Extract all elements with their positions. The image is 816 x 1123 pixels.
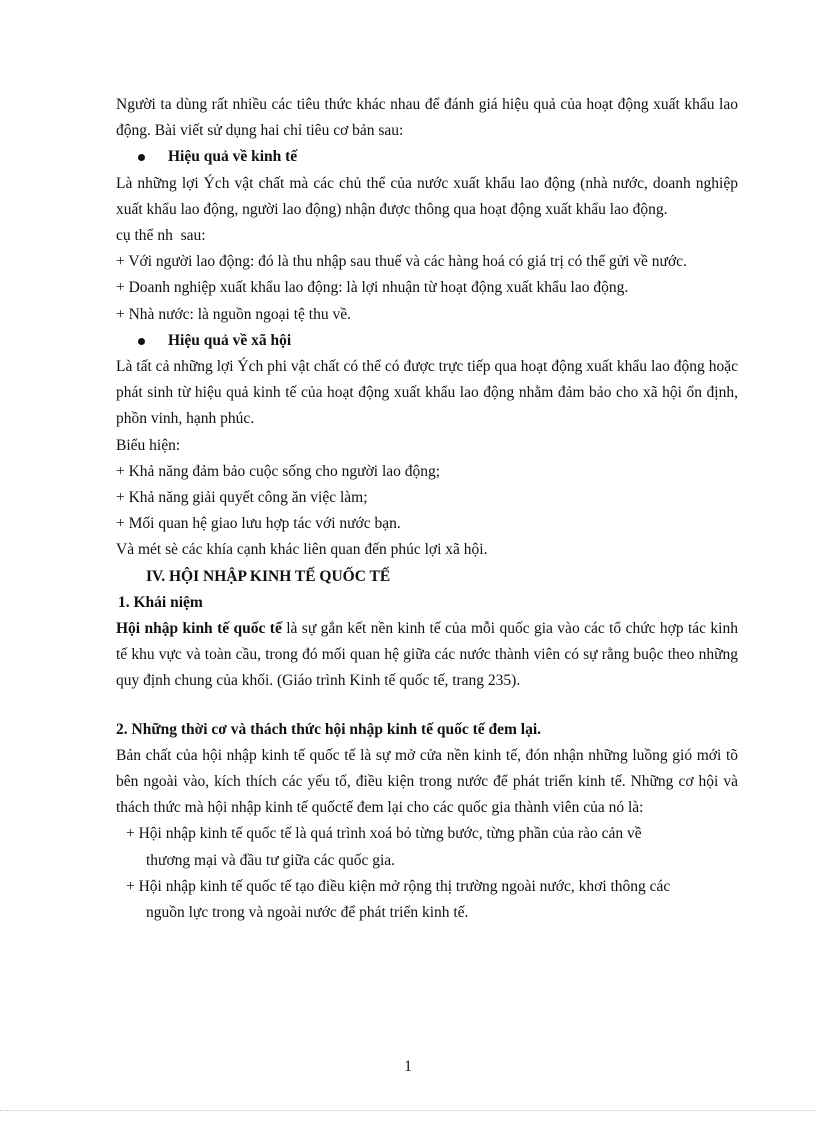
defined-term: Hội nhập kinh tế quốc tế [116,620,282,638]
section-heading-iv: IV. HỘI NHẬP KINH TẾ QUỐC TẾ [146,567,391,585]
bullet-economic-label: Hiệu quả về kinh tế [168,148,298,166]
worker-benefit: + Với người lao động: đó là thu nhập sau thuế và các hàng hoá có giá trị có thể gửi về nước. [116,253,687,271]
page-number: 1 [404,1058,412,1075]
bullet-economic-efficiency [116,144,738,170]
state-benefit: + Nhà nước: là nguồn ngoại tệ thu về. [116,305,351,323]
specifically-line: cụ thể nh sau: [116,227,206,245]
bullet-dot-icon [138,154,145,161]
definition-body: là sự gắn kết nền kinh tế của mỗi quốc gia vào các tổ chức hợp tác kinh tế khu vực và toàn cầu, trong đó mối quan hệ giữa các nước thành viên có sự rằng buộc theo những quy định chung của khối. (Giáo trình Kinh tế quốc tế, trang 235). [116,620,738,690]
bullet-dot-icon [138,338,145,345]
bullet-social-efficiency [116,328,738,354]
opportunity-item-continuation: thương mại và đầu tư giữa các quốc gia. [146,851,396,869]
manifestation-item: + Khả năng đảm bảo cuộc sống cho người lao động; [116,462,441,480]
manifestation-item: + Khả năng giải quyết công ăn việc làm; [116,489,368,507]
opportunity-item [116,821,738,873]
opportunity-item-continuation: nguồn lực trong và ngoài nước để phát triển kinh tế. [146,904,469,922]
economic-definition: Là những lợi Ých vật chất mà các chủ thể của nước xuất khẩu lao động (nhà nước, doanh nghiệp xuất khẩu lao động, người lao động) nhận được thông qua hoạt động xuất khẩu lao động. [116,174,738,218]
manifestation-item: + Mối quan hệ giao lưu hợp tác với nước bạn. [116,515,401,533]
opportunity-item [116,874,738,926]
page-body [116,92,738,926]
enterprise-benefit: + Doanh nghiệp xuất khẩu lao động: là lợi nhuận từ hoạt động xuất khẩu lao động. [116,279,629,297]
other-aspects: Và mét sè các khía cạnh khác liên quan đến phúc lợi xã hội. [116,541,488,559]
nature-paragraph: Bản chất của hội nhập kinh tế quốc tế là sự mở cửa nền kinh tế, đón nhận những luồng gió mới tõ bên ngoài vào, kích thích các yếu tố, điều kiện trong nước để phát triển kinh tế. Những cơ hội và thách thức mà hội nhập kinh tế quốctế đem lại cho các quốc gia thành viên của nó là: [116,746,738,817]
page-boundary [0,1110,816,1111]
social-definition: Là tất cả những lợi Ých phi vật chất có thể có được trực tiếp qua hoạt động xuất khẩu lao động hoặc phát sinh từ hiệu quả kinh tế của hoạt động xuất khẩu lao động nhằm đảm bảo cho xã hội ổn định, phồn vinh, hạnh phúc. [116,358,738,428]
manifestation-label: Biểu hiện: [116,436,181,454]
integration-definition [116,616,738,695]
bullet-social-label: Hiệu quả về xã hội [168,331,292,349]
subheading-concept: 1. Khái niệm [118,593,203,611]
spacer [116,695,738,717]
opportunity-item-first-line: + Hội nhập kinh tế quốc tế tạo điều kiện mở rộng thị trường ngoài nước, khơi thông các [126,877,671,895]
subheading-opportunities: 2. Những thời cơ và thách thức hội nhập kinh tế quốc tế đem lại. [116,720,542,738]
intro-paragraph: Người ta dùng rất nhiều các tiêu thức khác nhau để đánh giá hiệu quả của hoạt động xuất khẩu lao động. Bài viết sử dụng hai chỉ tiêu cơ bản sau: [116,96,738,140]
opportunity-item-first-line: + Hội nhập kinh tế quốc tế là quá trình xoá bỏ từng bước, từng phần của rào cản về [126,825,642,843]
